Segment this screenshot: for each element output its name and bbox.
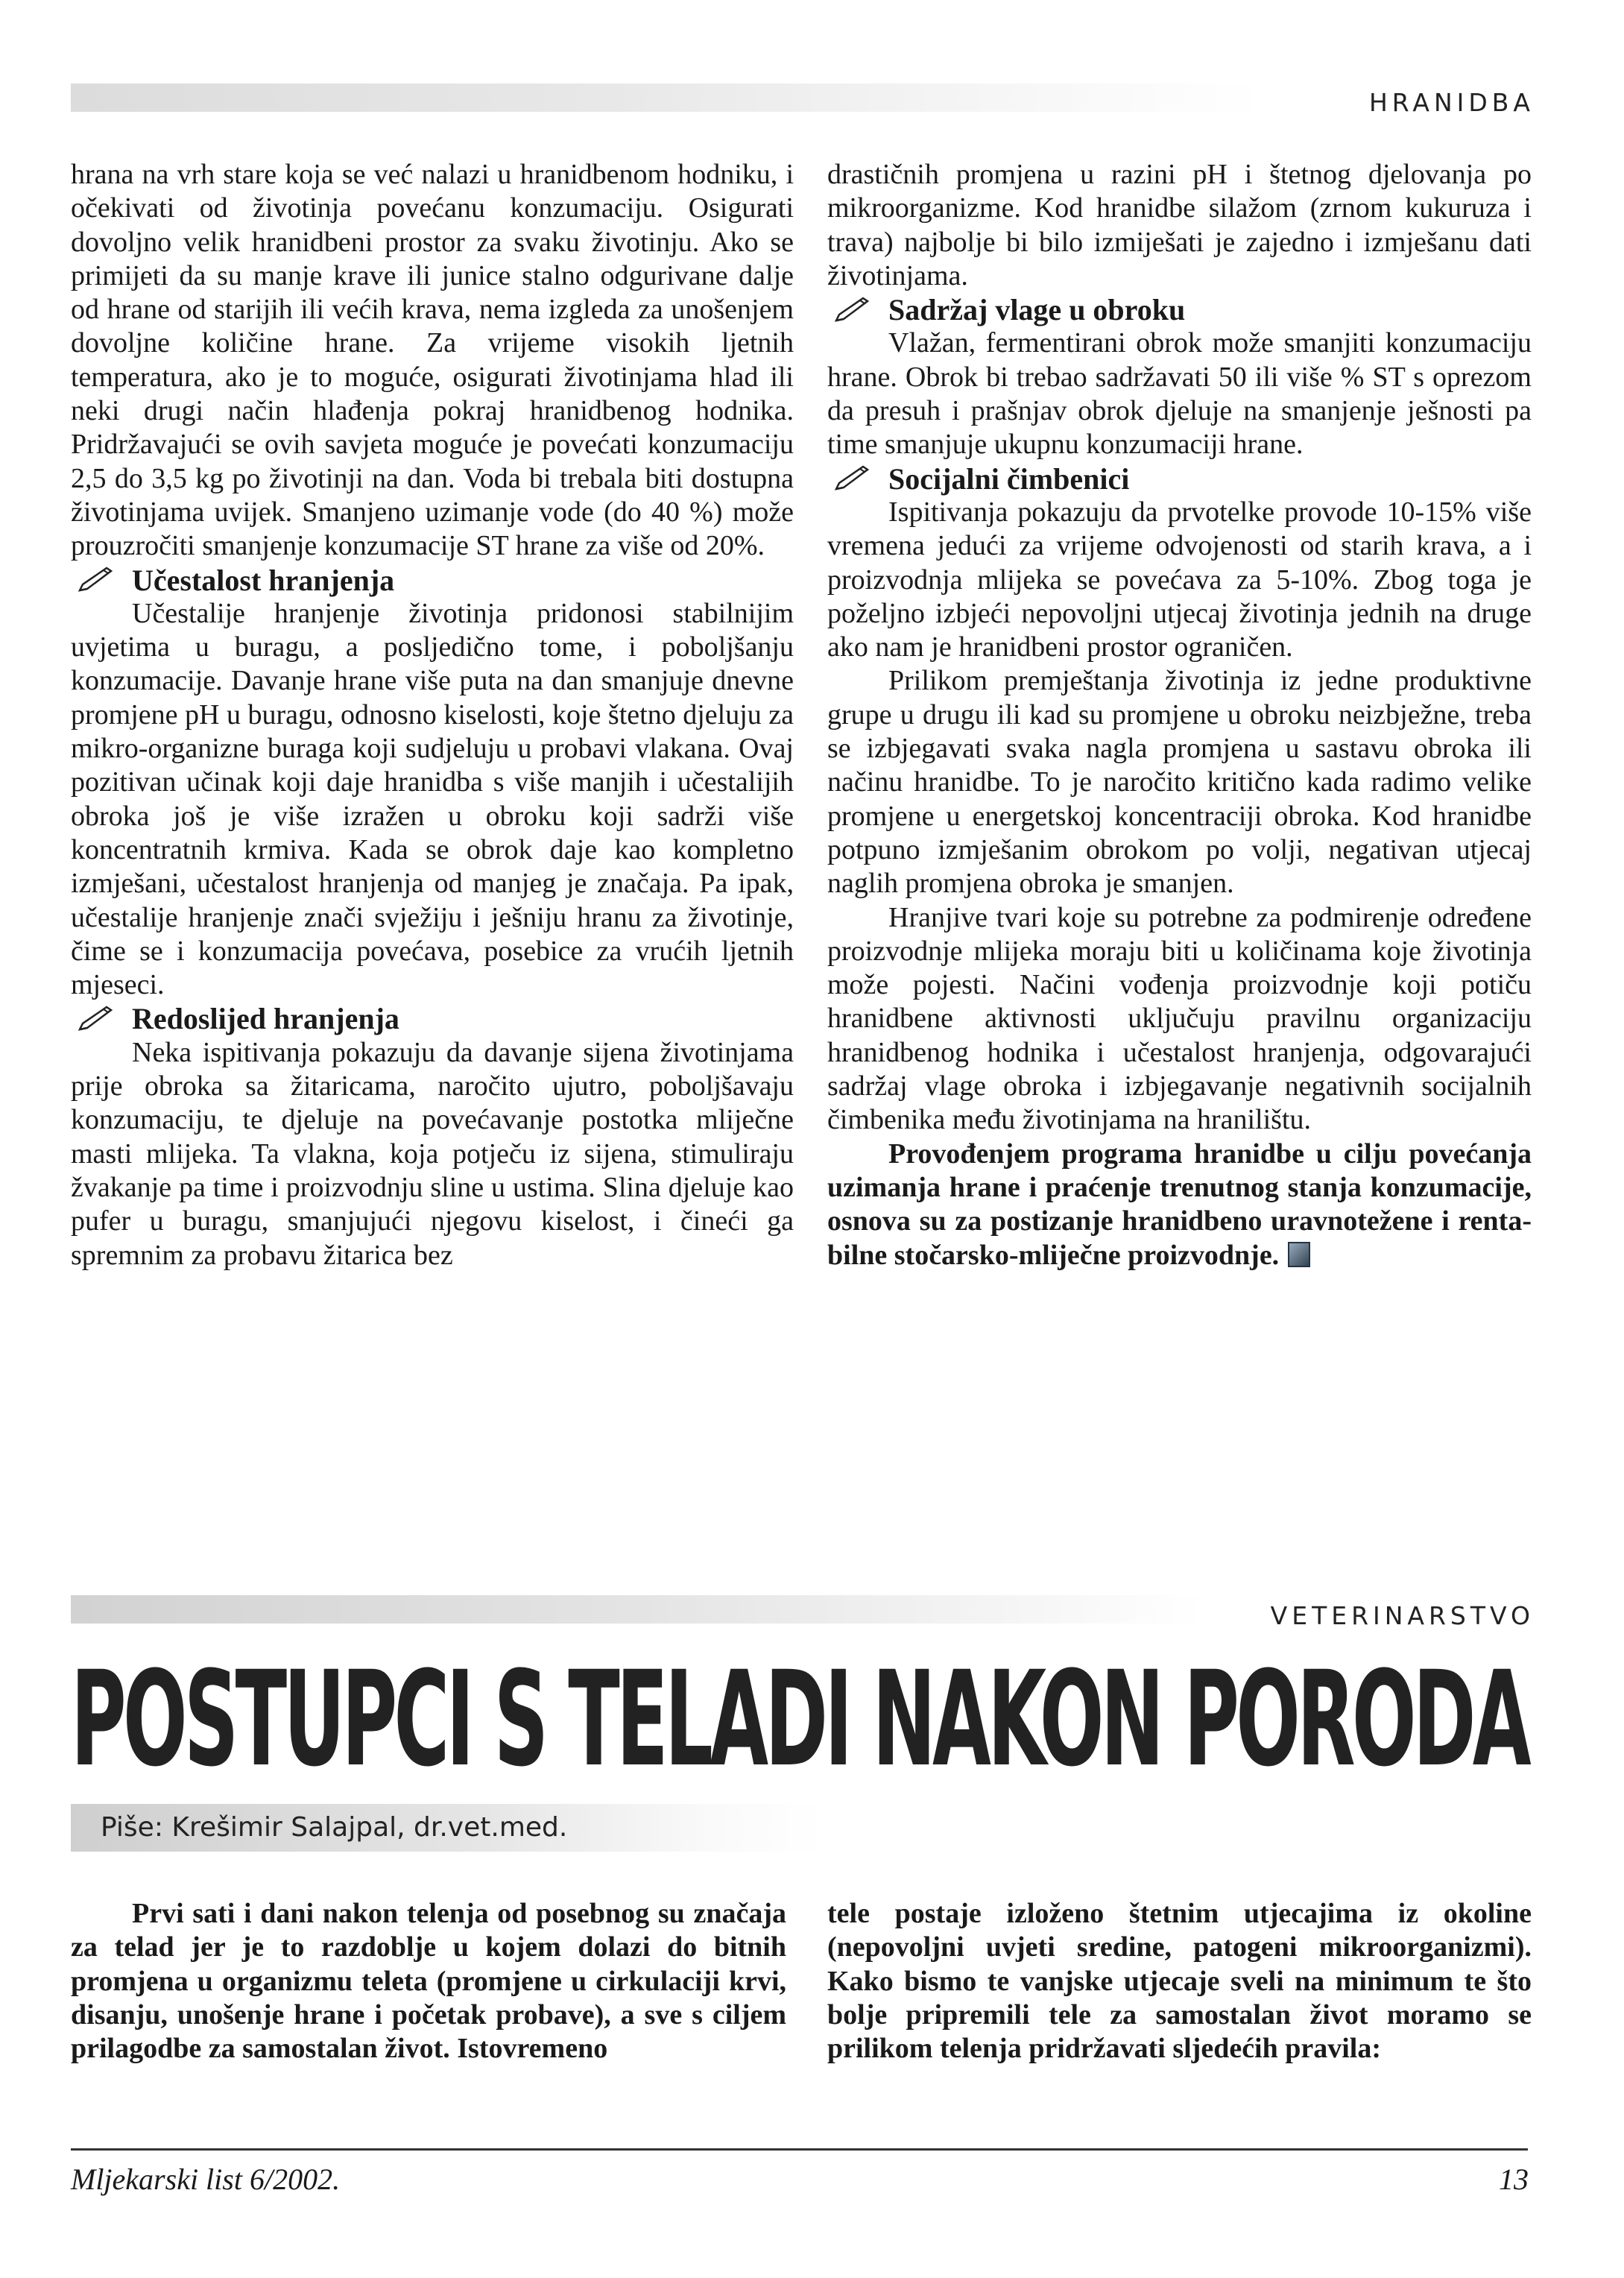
subheading-label: Redoslijed hranjenja bbox=[132, 1002, 399, 1036]
subheading-feeding-order bbox=[71, 1002, 794, 1035]
intro-left-text: Prvi sati i dani nakon telenja od posebnog su značaja za telad jer je to razdoblje u kojem dolazi do bitnih promjena u organizmu teleta (promjene u cirkulaciji krvi, disanju, unošenje hrane i početak probave), a sve s ciljem prilagodbe za samostalan život. Istovremeno bbox=[71, 1898, 786, 2065]
subheading-label: Socijalni čimbenici bbox=[888, 461, 1130, 496]
intro-left bbox=[71, 1897, 786, 2066]
footer-journal: Mljekarski list 6/2002. bbox=[71, 2162, 341, 2196]
section-label-hranidba: HRANIDBA bbox=[1368, 88, 1535, 117]
right-paragraph-conclusion bbox=[827, 1138, 1532, 1272]
footer-rule bbox=[71, 2148, 1528, 2151]
footer-page-number: 13 bbox=[1499, 2162, 1529, 2196]
right-paragraph-4: Prilikom premještanja životinja iz jedne produktivne grupe u drugu ili kad su promjene u obroku neizbježne, treba se izbjegavati svaka nagla promjena u sastavu obroka ili načinu hranidbe. To je naročito kritično kada radimo velike promjene u energetskoj koncentraciji obroka. Kod hranidbe potpuno izmješanim obrokom po volji, negativan utjecaj naglih promjena obroka je smanjen. bbox=[827, 665, 1532, 900]
left-paragraph-1: hrana na vrh stare koja se već nalazi u hranidbenom hodniku, i očekivati od životinja povećanu konzumaciju. Osigurati dovoljno velik hranidbeni prostor za svaku životinju. Ako se primijeti da su manje krave ili junice stalno odgurivane dalje od hrane od starijih ili većih krava, nema izgleda za unošenjem dovoljne količine hrane. Za vrijeme visokih ljetnih temperatura, ako je to moguće, osigurati životinjama hlad ili neki drugi način hlađenja pokraj hranidbenog hodnika. Pridržavajući se ovih savjeta moguće je povećati konzumaciju 2,5 do 3,5 kg po životinji na dan. Voda bi trebala biti dostupna životinjama uvijek. Smanjeno uzimanje vode (do 40 %) može prouzročiti smanjenje konzumacije ST hrane za više od 20%. bbox=[71, 159, 794, 562]
subheading-label: Sadržaj vlage u obroku bbox=[888, 293, 1186, 327]
right-paragraph-1: drastičnih promjena u razini pH i štetnog djelovanja po mikroorganizme. Kod hranidbe silažom (zrnom kukuruza i trava) najbolje bi bilo izmiješati je zajedno i izmješanu dati životinjama. bbox=[827, 159, 1532, 291]
left-column bbox=[71, 158, 794, 1272]
left-paragraph-2: Učestalije hranjenje životinja pridonosi stabilnijim uvjetima u buragu, a posljedično tome, i poboljšanju konzumacije. Davanje hrane više puta na dan smanjuje dnevne promjene pH u buragu, odnosno kiselosti, koje štetno djeluju za mikro-organizne buraga koji sudjeluju u probavi vlakana. Ovaj pozitivan učinak koji daje hranidba s više manjih i učestalijih obroka još je više izražen u obroku koji sadrži više koncentratnih krmiva. Kada se obrok daje kao kompletno izmješani, učestalost hranjenja od manjeg je značaja. Pa ipak, učestalije hranjenje znači svježiju i ješniju hranu za životinje, čime se i konzumacija povećava, posebice za vrućih ljetnih mjeseci. bbox=[71, 597, 794, 1001]
conclusion-text: Provođenjem programa hranidbe u cilju povećanja uzimanja hrane i praćenje trenutnog stanja konzumacije, osnova su za postizanje hranidbeno uravnotežene i renta-bilne stočarsko-mliječne proizvodnje. bbox=[827, 1138, 1532, 1271]
section-label-veterinarstvo: VETERINARSTVO bbox=[1270, 1601, 1535, 1630]
intro-right bbox=[827, 1897, 1532, 2066]
subheading-moisture bbox=[827, 293, 1532, 326]
pencil-icon bbox=[830, 295, 875, 325]
subheading-feeding-frequency bbox=[71, 564, 794, 597]
right-column bbox=[827, 158, 1532, 1272]
pencil-icon bbox=[74, 565, 119, 595]
header-band bbox=[71, 83, 1263, 112]
intro-right-text: tele postaje izloženo štetnim utjecajima iz okoline (nepovoljni uvjeti sredine, patogeni mikroorganizmi). Kako bismo te vanjske utjecaje sveli na minimum te što bolje pripremili tele za samostalan život moramo se prilikom telenja pridržavati sljedećih pravila: bbox=[827, 1898, 1532, 2065]
section-band bbox=[71, 1595, 1204, 1624]
subheading-label: Učestalost hranjenja bbox=[132, 563, 395, 597]
right-paragraph-3: Ispitivanja pokazuju da prvotelke provode 10-15% više vremena jedući za vrijeme odvojenosti od starih krava, a i proizvodnja mlijeka se povećava za 5-10%. Zbog toga je poželjno izbjeći nepovoljni utjecaj životinja jednih na druge ako nam je hranidbeni prostor ograničen. bbox=[827, 496, 1532, 663]
right-paragraph-2: Vlažan, fermentirani obrok može smanjiti konzumaciju hrane. Obrok bi trebao sadržavati 50 ili više % ST s oprezom da presuh i prašnjav obrok djeluje na smanjenje ješnosti pa time smanjuje ukupnu konzumaciji hrane. bbox=[827, 327, 1532, 461]
article-author: Piše: Krešimir Salajpal, dr.vet.med. bbox=[101, 1812, 568, 1843]
end-mark-icon bbox=[1288, 1242, 1310, 1267]
pencil-icon bbox=[74, 1004, 119, 1034]
article-title: POSTUPCI S TELADI NAKON PORODA bbox=[71, 1643, 1528, 1796]
left-paragraph-3: Neka ispitivanja pokazuju da davanje sijena životinjama prije obroka sa žitaricama, naročito ujutro, poboljšavaju konzumaciju, te djeluje na povećavanje postotka mliječne masti mlijeka. Ta vlakna, koja potječu iz sijena, stimuliraju žvakanje pa time i proizvodnju sline u ustima. Slina djeluje kao pufer u buragu, smanjujući njegovu kiselost, i čineći ga spremnim za probavu žitarica bez bbox=[71, 1036, 794, 1271]
pencil-icon bbox=[830, 464, 875, 493]
subheading-social-factors bbox=[827, 462, 1532, 496]
right-paragraph-5: Hranjive tvari koje su potrebne za podmirenje određene proizvodnje mlijeka moraju biti u količinama koje životinja može pojesti. Načini vođenja proizvodnje koji potiču hranidbene aktivnosti uključuju pravilnu organizaciju hranidbenog hodnika i učestalost hranjenja, odgovarajući sadržaj vlage obroka i izbjegavanje negativnih socijalnih čimbenika među životinjama na hranilištu. bbox=[827, 901, 1532, 1136]
